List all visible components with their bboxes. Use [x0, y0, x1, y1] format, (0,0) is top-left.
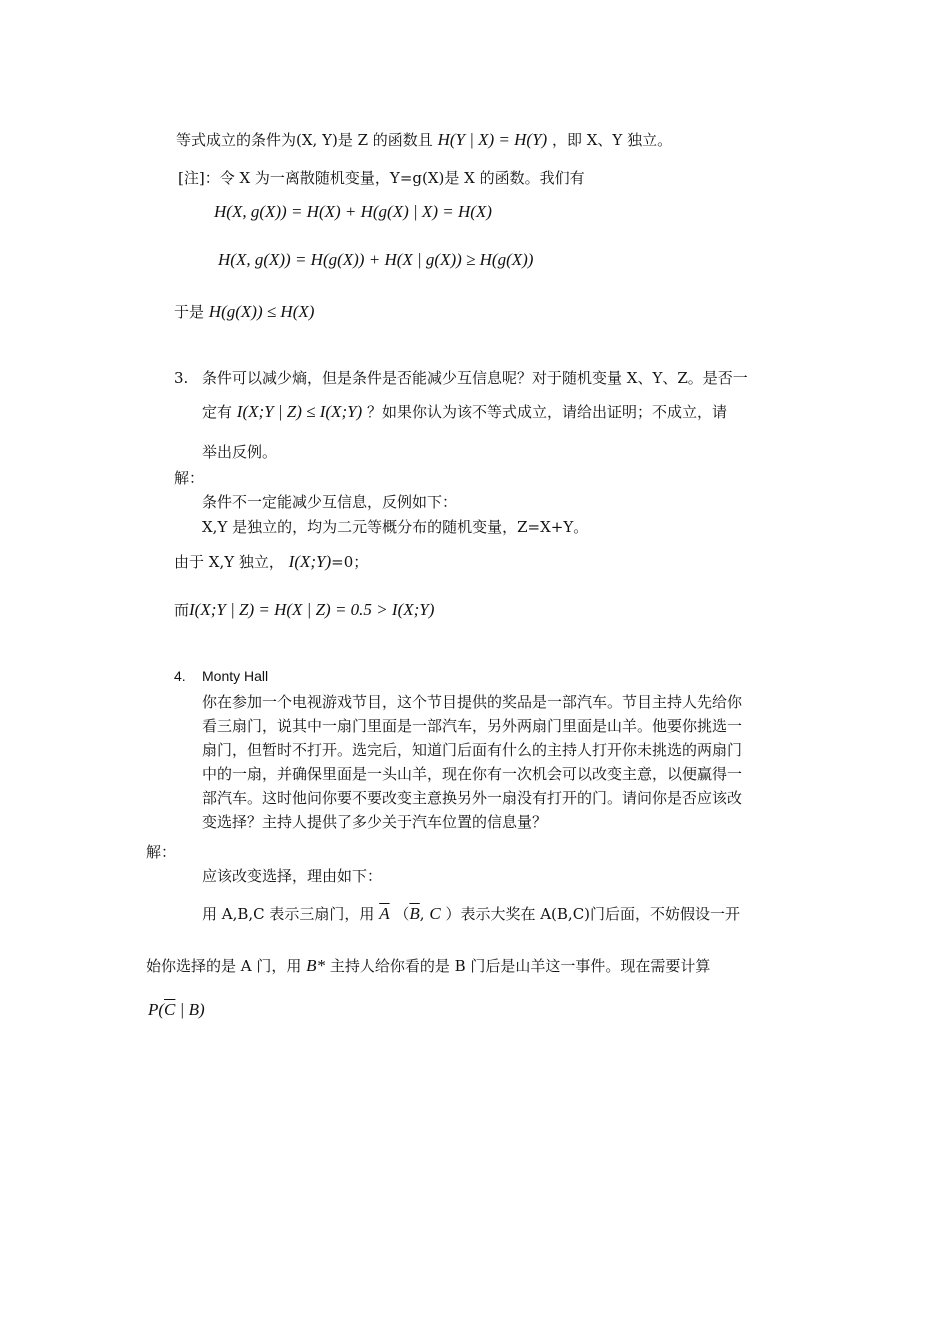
line-equality-condition [176, 130, 672, 150]
q4-problem-line: 看三扇门，说其中一扇门里面是一部汽车，另外两扇门里面是山羊。他要你挑选一 [202, 717, 743, 735]
q4-title: Monty Hall [202, 668, 269, 684]
q3-line-3: 举出反例。 [202, 443, 278, 461]
q4-solution-label: 解： [146, 843, 177, 861]
math-ixy: I(X;Y) [288, 552, 332, 571]
math-c-bar: $\overline{C}$ [164, 1000, 176, 1019]
q4-solution-1: 应该改变选择，理由如下： [202, 867, 383, 885]
math-p: P( [148, 1000, 165, 1019]
q3-solution-2: X,Y 是独立的，均为二元等概分布的随机变量，Z=X+Y。 [202, 518, 589, 536]
math-conclusion: H(g(X)) ≤ H(X) [208, 302, 315, 321]
text: [注]：令 X 为一离散随机变量，Y=g(X)是 X 的函数。我们有 [178, 169, 585, 187]
q4-solution-4 [148, 1000, 205, 1020]
text: 于是 [174, 303, 205, 321]
q4-problem-line: 部汽车。这时他问你要不要改变主意换另外一扇没有打开的门。请问你是否应该改 [202, 789, 743, 807]
q3-line-1: 条件可以减少熵，但是条件是否能减少互信息呢？对于随机变量 X、Y、Z。是否一 [202, 369, 748, 387]
text: 而 [174, 601, 190, 619]
line-conclusion [174, 302, 314, 322]
equation-1: H(X, g(X)) = H(X) + H(g(X) | X) = H(X) [214, 202, 492, 221]
q3-number: 3. [174, 369, 189, 387]
q4-number: 4. [174, 668, 186, 684]
text: 定有 [202, 403, 233, 421]
q4-problem-line: 扇门，但暂时不打开。选完后，知道门后面有什么的主持人打开你未挑选的两扇门 [202, 741, 743, 759]
math-inequality: I(X;Y | Z) ≤ I(X;Y) [236, 402, 363, 421]
q4-solution-3 [146, 956, 710, 976]
text: 等式成立的条件为(X, Y)是 Z 的函数且 [176, 131, 433, 149]
line-note [178, 168, 585, 188]
text: ）表示大奖在 A(B,C)门后面，不妨假设一开 [445, 905, 741, 923]
q3-solution-label: 解： [174, 469, 205, 487]
math-hyx: H(Y | X) = H(Y) [437, 130, 548, 149]
text: 由于 X,Y 独立， [174, 553, 284, 571]
text: 始你选择的是 A 门，用 [146, 957, 302, 975]
math-b-star: B* [306, 956, 326, 975]
text: 主持人给你看的是 B 门后是山羊这一事件。现在需要计算 [329, 957, 711, 975]
math-c: C [429, 904, 441, 923]
text: 用 A,B,C 表示三扇门，用 [202, 905, 375, 923]
q4-problem-line: 中的一扇，并确保里面是一头山羊，现在你有一次机会可以改变主意，以便赢得一 [202, 765, 743, 783]
q3-solution-4 [174, 600, 434, 620]
text: , [419, 905, 425, 923]
q4-solution-2 [202, 904, 740, 924]
q4-problem-line: 你在参加一个电视游戏节目，这个节目提供的奖品是一部汽车。节目主持人先给你 [202, 693, 743, 711]
q4-problem [202, 690, 742, 834]
text: （ [394, 905, 410, 923]
q3-line-2 [202, 402, 727, 422]
math-given-b: | B) [175, 1000, 205, 1019]
q3-solution-1: 条件不一定能减少互信息，反例如下： [202, 493, 458, 511]
math-counterexample: I(X;Y | Z) = H(X | Z) = 0.5 > I(X;Y) [189, 600, 435, 619]
q3-solution-3 [174, 552, 368, 572]
equation-2: H(X, g(X)) = H(g(X)) + H(X | g(X)) ≥ H(g(X)) [218, 250, 534, 269]
text: ，即 X、Y 独立。 [551, 131, 673, 149]
q4-problem-line: 变选择？主持人提供了多少关于汽车位置的信息量？ [202, 813, 548, 831]
math-a-bar: $\overline{A}$ [379, 904, 390, 923]
text: =0； [331, 553, 369, 571]
math-b-bar: $\overline{B}$ [409, 904, 420, 923]
text: ？如果你认为该不等式成立，请给出证明；不成立，请 [367, 403, 728, 421]
